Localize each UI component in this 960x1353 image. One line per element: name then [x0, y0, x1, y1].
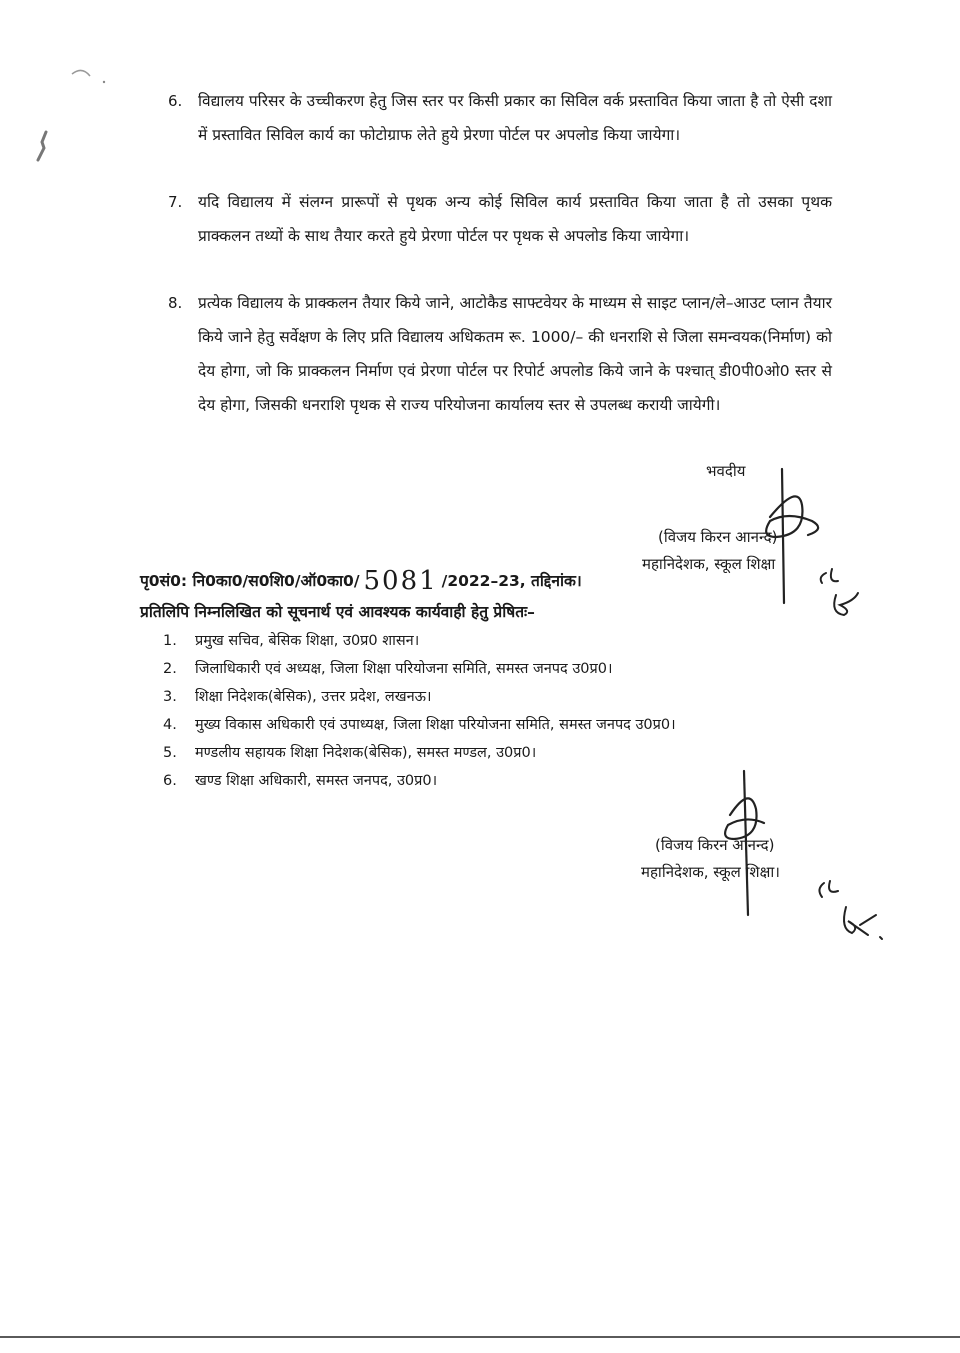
paragraph-number: 8. [168, 294, 183, 312]
paragraph-8 [168, 286, 832, 422]
signatory-name: (विजय किरन आनन्द) [655, 836, 775, 854]
paragraph-text: विद्यालय परिसर के उच्चीकरण हेतु जिस स्तर पर किसी प्रकार का सिविल वर्क प्रस्तावित किया जाता है तो ऐसी दशा में प्रस्तावित सिविल कार्य का फोटोग्राफ लेते हुये प्रेरणा पोर्टल पर अपलोड किया जायेगा। [198, 92, 832, 144]
copy-item-number: 2. [163, 661, 177, 677]
reference-number: 5081 [363, 566, 438, 596]
reference-line [140, 566, 582, 596]
signature-block-1 [706, 458, 745, 485]
paragraph-number: 7. [168, 193, 183, 211]
reference-suffix: /2022–23, तद्दिनांक। [441, 572, 582, 590]
copy-list [163, 627, 676, 795]
copy-item-text: मण्डलीय सहायक शिक्षा निदेशक(बेसिक), समस्त मण्डल, उ0प्र0। [195, 745, 537, 761]
copy-list-item [163, 767, 676, 795]
copy-item-number: 6. [163, 773, 177, 789]
copy-item-number: 3. [163, 689, 177, 705]
copy-item-text: जिलाधिकारी एवं अध्यक्ष, जिला शिक्षा परियोजना समिति, समस्त जनपद उ0प्र0। [195, 661, 613, 677]
copy-item-text: मुख्य विकास अधिकारी एवं उपाध्यक्ष, जिला शिक्षा परियोजना समिति, समस्त जनपद उ0प्र0। [195, 717, 676, 733]
signature-block-2 [641, 832, 780, 886]
scan-speck-mark [60, 60, 110, 90]
paragraph-number: 6. [168, 92, 183, 110]
paragraph-6 [168, 84, 832, 152]
copy-item-number: 5. [163, 745, 177, 761]
paragraph-text: यदि विद्यालय में संलग्न प्रारूपों से पृथक अन्य कोई सिविल कार्य प्रस्तावित किया जाता है तो उसका पृथक प्राक्कलन तथ्यों के साथ तैयार करते हुये प्रेरणा पोर्टल पर पृथक से अपलोड किया जायेगा। [198, 193, 832, 245]
signatory-name: (विजय किरन आनन्द) [658, 528, 778, 546]
copy-list-item [163, 711, 676, 739]
copy-item-text: खण्ड शिक्षा अधिकारी, समस्त जनपद, उ0प्र0। [195, 773, 438, 789]
copy-item-text: शिक्षा निदेशक(बेसिक), उत्तर प्रदेश, लखनऊ। [195, 689, 432, 705]
copy-list-item [163, 655, 676, 683]
copy-item-text: प्रमुख सचिव, बेसिक शिक्षा, उ0प्र0 शासन। [195, 633, 420, 649]
signature-block-1-name [642, 524, 778, 578]
signatory-designation: महानिदेशक, स्कूल शिक्षा। [641, 863, 780, 881]
paragraph-7 [168, 185, 832, 253]
paragraph-text: प्रत्येक विद्यालय के प्राक्कलन तैयार किये जाने, आटोकैड साफ्टवेयर के माध्यम से साइट प्लान/ले–आउट प्लान तैयार किये जाने हेतु सर्वेक्षण के लिए प्रति विद्यालय अधिकतम रू. 1000/– की धनराशि से जिला समन्वयक(निर्माण) को देय होगा, जो कि प्राक्कलन निर्माण एवं प्रेरणा पोर्टल पर रिपोर्ट अपलोड किये जाने के पश्चात् डी0पी0ओ0 स्तर से देय होगा, जिसकी धनराशि पृथक से राज्य परियोजना कार्यालय स्तर से उपलब्ध करायी जायेगी। [198, 294, 832, 414]
copy-item-number: 4. [163, 717, 177, 733]
copy-heading: प्रतिलिपि निम्नलिखित को सूचनार्थ एवं आवश्यक कार्यवाही हेतु प्रेषितः– [140, 603, 535, 621]
closing-text: भवदीय [706, 462, 746, 480]
copy-item-number: 1. [163, 633, 177, 649]
copy-list-item [163, 683, 676, 711]
copy-list-item [163, 739, 676, 767]
page-bottom-edge [0, 1336, 960, 1338]
copy-list-item [163, 627, 676, 655]
signatory-designation: महानिदेशक, स्कूल शिक्षा [642, 555, 776, 573]
reference-prefix: पृ0सं0: नि0का0/स0शि0/ऑ0का0/ [140, 572, 360, 590]
scan-speck-mark [30, 128, 60, 168]
